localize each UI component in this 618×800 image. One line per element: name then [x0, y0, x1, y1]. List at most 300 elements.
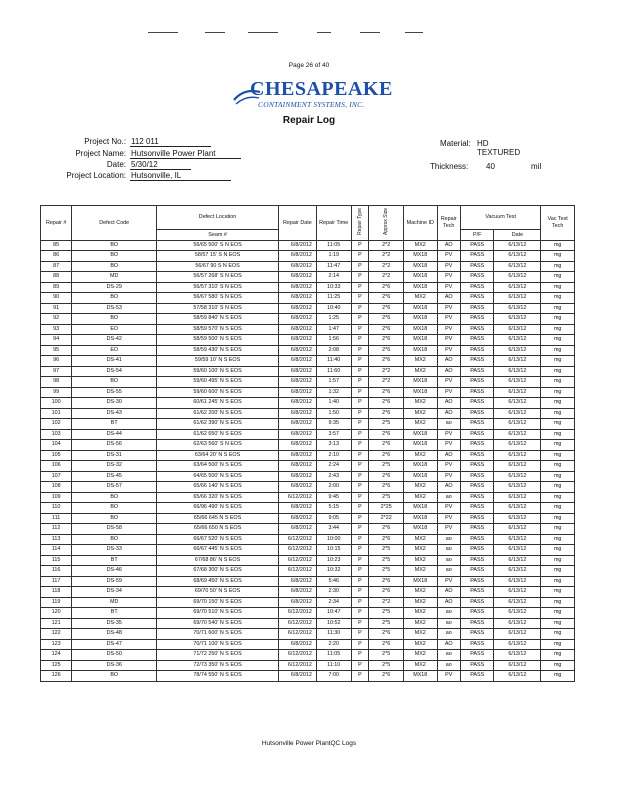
cell-machine-id: MX18: [404, 282, 438, 293]
cell-vac-tech: mg: [541, 377, 575, 388]
cell-machine-id: MX18: [404, 671, 438, 682]
cell-repair-tech: PV: [437, 272, 460, 283]
cell-repair-type: P: [351, 272, 369, 283]
table-row: [41, 303, 575, 314]
cell-repair-date: 6/8/2012: [278, 272, 316, 283]
cell-repair-date: 6/12/2012: [278, 660, 316, 671]
cell-repair-date: 6/12/2012: [278, 618, 316, 629]
cell-machine-id: MX18: [404, 461, 438, 472]
cell-defect-code: DS-34: [72, 587, 157, 598]
cell-repair-date: 6/8/2012: [278, 345, 316, 356]
cell-defect-code: BO: [72, 293, 157, 304]
cell-repair-type: P: [351, 513, 369, 524]
cell-vacuum-result: PASS: [460, 608, 494, 619]
cell-defect-code: DS-35: [72, 618, 157, 629]
cell-repair-date: 6/8/2012: [278, 524, 316, 535]
cell-machine-id: MX18: [404, 303, 438, 314]
cell-defect-code: DS-32: [72, 461, 157, 472]
cell-approx-size: 2*5: [369, 545, 404, 556]
header-machine-id: Machine ID: [404, 206, 438, 241]
thickness-value: 40: [486, 162, 495, 171]
table-row: [41, 534, 575, 545]
cell-defect-location: 66/67 520' N S EOS: [157, 534, 279, 545]
cell-vacuum-date: 6/13/12: [494, 450, 541, 461]
cell-repair-date: 6/8/2012: [278, 429, 316, 440]
table-row: [41, 450, 575, 461]
table-row: [41, 513, 575, 524]
cell-repair-type: P: [351, 671, 369, 682]
table-row: [41, 597, 575, 608]
cell-repair-tech: PV: [437, 503, 460, 514]
cell-machine-id: MX2: [404, 240, 438, 251]
cell-approx-size: 2*25: [369, 503, 404, 514]
cell-approx-size: 2*5: [369, 608, 404, 619]
cell-vacuum-date: 6/13/12: [494, 335, 541, 346]
cell-defect-code: DS-59: [72, 576, 157, 587]
material-label: Material:: [440, 139, 471, 148]
cell-repair-time: 1:32: [316, 387, 351, 398]
cell-approx-size: 2*6: [369, 293, 404, 304]
cell-repair-time: 9:05: [316, 513, 351, 524]
cell-machine-id: MX18: [404, 377, 438, 388]
cell-defect-location: 69/70 150' N S EOS: [157, 597, 279, 608]
table-row: [41, 440, 575, 451]
cell-vacuum-result: PASS: [460, 335, 494, 346]
cell-repair-type: P: [351, 251, 369, 262]
cell-defect-code: DS-46: [72, 566, 157, 577]
header-repair-no: Repair #: [41, 206, 72, 241]
cell-vacuum-result: PASS: [460, 324, 494, 335]
header-pf: P/F: [460, 230, 494, 241]
cell-vacuum-date: 6/13/12: [494, 660, 541, 671]
cell-machine-id: MX18: [404, 513, 438, 524]
cell-repair-tech: PV: [437, 335, 460, 346]
header-repair-time: Repair Time: [316, 206, 351, 241]
cell-repair-no: 93: [41, 324, 72, 335]
cell-vacuum-result: PASS: [460, 419, 494, 430]
header-dash: [405, 32, 423, 33]
cell-defect-code: EO: [72, 324, 157, 335]
cell-repair-tech: AO: [437, 366, 460, 377]
cell-vac-tech: mg: [541, 482, 575, 493]
cell-machine-id: MX2: [404, 639, 438, 650]
cell-vac-tech: mg: [541, 240, 575, 251]
table-row: [41, 555, 575, 566]
cell-machine-id: MX18: [404, 387, 438, 398]
table-row: [41, 650, 575, 661]
cell-defect-code: DS-45: [72, 471, 157, 482]
cell-repair-type: P: [351, 282, 369, 293]
cell-repair-time: 1:47: [316, 324, 351, 335]
cell-approx-size: 2*5: [369, 650, 404, 661]
cell-repair-time: 2:34: [316, 597, 351, 608]
cell-vacuum-date: 6/13/12: [494, 629, 541, 640]
cell-vac-tech: mg: [541, 408, 575, 419]
cell-vac-tech: mg: [541, 314, 575, 325]
table-row: [41, 608, 575, 619]
cell-repair-tech: PV: [437, 576, 460, 587]
cell-repair-time: 10:32: [316, 566, 351, 577]
cell-approx-size: 2*6: [369, 534, 404, 545]
cell-repair-date: 6/8/2012: [278, 597, 316, 608]
cell-repair-type: P: [351, 398, 369, 409]
cell-vac-tech: mg: [541, 503, 575, 514]
cell-machine-id: MX2: [404, 356, 438, 367]
table-row: [41, 482, 575, 493]
cell-repair-type: P: [351, 545, 369, 556]
cell-repair-type: P: [351, 608, 369, 619]
table-row: [41, 251, 575, 262]
cell-repair-tech: AO: [437, 293, 460, 304]
cell-defect-location: 68/69 450' N S EOS: [157, 576, 279, 587]
cell-repair-date: 6/8/2012: [278, 261, 316, 272]
cell-machine-id: MX2: [404, 492, 438, 503]
cell-repair-no: 87: [41, 261, 72, 272]
cell-repair-tech: PV: [437, 261, 460, 272]
cell-repair-tech: PV: [437, 513, 460, 524]
cell-repair-tech: PV: [437, 345, 460, 356]
cell-machine-id: MX18: [404, 524, 438, 535]
cell-approx-size: 2*2: [369, 377, 404, 388]
cell-repair-type: P: [351, 555, 369, 566]
cell-vacuum-date: 6/13/12: [494, 461, 541, 472]
cell-repair-no: 106: [41, 461, 72, 472]
cell-repair-date: 6/8/2012: [278, 240, 316, 251]
cell-defect-location: 67/68 300' N S EOS: [157, 566, 279, 577]
cell-machine-id: MX18: [404, 324, 438, 335]
cell-defect-location: 65/66 320' N S EOS: [157, 492, 279, 503]
cell-machine-id: MX2: [404, 597, 438, 608]
cell-defect-location: 64/65 500' N S EOS: [157, 471, 279, 482]
cell-approx-size: 2*5: [369, 555, 404, 566]
repair-log-table: [40, 205, 575, 682]
cell-vacuum-date: 6/13/12: [494, 513, 541, 524]
cell-machine-id: MX2: [404, 482, 438, 493]
cell-repair-time: 10:15: [316, 545, 351, 556]
cell-approx-size: 2*6: [369, 314, 404, 325]
cell-defect-location: 72/73 350' N S EOS: [157, 660, 279, 671]
cell-repair-date: 6/8/2012: [278, 587, 316, 598]
cell-repair-no: 103: [41, 429, 72, 440]
cell-defect-code: BO: [72, 377, 157, 388]
cell-repair-tech: PV: [437, 303, 460, 314]
cell-repair-type: P: [351, 387, 369, 398]
cell-repair-tech: PV: [437, 461, 460, 472]
cell-repair-no: 102: [41, 419, 72, 430]
table-row: [41, 377, 575, 388]
cell-vacuum-result: PASS: [460, 650, 494, 661]
cell-vac-tech: mg: [541, 398, 575, 409]
header-repair-date: Repair Date: [278, 206, 316, 241]
cell-approx-size: 2*5: [369, 419, 404, 430]
table-row: [41, 461, 575, 472]
cell-repair-type: P: [351, 335, 369, 346]
cell-defect-location: 67/68 86' N S EOS: [157, 555, 279, 566]
cell-repair-type: P: [351, 440, 369, 451]
cell-repair-type: P: [351, 450, 369, 461]
cell-vacuum-result: PASS: [460, 671, 494, 682]
cell-approx-size: 2*6: [369, 398, 404, 409]
project-name-value: Hutsonville Power Plant: [130, 149, 241, 159]
cell-vac-tech: mg: [541, 471, 575, 482]
cell-repair-no: 121: [41, 618, 72, 629]
cell-defect-code: DS-43: [72, 408, 157, 419]
cell-repair-no: 122: [41, 629, 72, 640]
cell-vac-tech: mg: [541, 335, 575, 346]
table-row: [41, 345, 575, 356]
cell-approx-size: 2*2: [369, 366, 404, 377]
cell-repair-date: 6/8/2012: [278, 450, 316, 461]
cell-vac-tech: mg: [541, 387, 575, 398]
cell-repair-time: 3:44: [316, 524, 351, 535]
cell-repair-no: 108: [41, 482, 72, 493]
cell-defect-location: 58/59 500' N S EOS: [157, 335, 279, 346]
cell-defect-code: DS-44: [72, 429, 157, 440]
cell-vac-tech: mg: [541, 492, 575, 503]
cell-repair-time: 2:24: [316, 461, 351, 472]
cell-approx-size: 2*6: [369, 482, 404, 493]
cell-machine-id: MX2: [404, 555, 438, 566]
cell-repair-no: 112: [41, 524, 72, 535]
cell-defect-code: DS-55: [72, 387, 157, 398]
cell-vacuum-result: PASS: [460, 387, 494, 398]
document-title: Repair Log: [282, 115, 336, 126]
cell-repair-tech: PV: [437, 671, 460, 682]
cell-defect-code: DS-47: [72, 639, 157, 650]
cell-vacuum-date: 6/13/12: [494, 545, 541, 556]
project-no-value: 112 011: [130, 137, 211, 147]
cell-vacuum-date: 6/13/12: [494, 398, 541, 409]
cell-vac-tech: mg: [541, 545, 575, 556]
date-value: 5/30/12: [130, 160, 191, 170]
cell-vac-tech: mg: [541, 293, 575, 304]
cell-repair-time: 11:25: [316, 293, 351, 304]
cell-repair-time: 2:43: [316, 471, 351, 482]
cell-repair-time: 10:33: [316, 282, 351, 293]
cell-defect-code: BO: [72, 240, 157, 251]
cell-repair-tech: AO: [437, 639, 460, 650]
table-row: [41, 282, 575, 293]
cell-repair-type: P: [351, 461, 369, 472]
cell-defect-code: DS-42: [72, 335, 157, 346]
cell-approx-size: 2*6: [369, 429, 404, 440]
cell-repair-type: P: [351, 650, 369, 661]
header-repair-type: Repair Type: [351, 206, 369, 241]
cell-defect-location: 63/64 20' N S EOS: [157, 450, 279, 461]
cell-defect-code: BO: [72, 261, 157, 272]
cell-approx-size: 2*6: [369, 671, 404, 682]
cell-approx-size: 2*6: [369, 639, 404, 650]
cell-vac-tech: mg: [541, 555, 575, 566]
cell-vacuum-result: PASS: [460, 440, 494, 451]
cell-approx-size: 2*2: [369, 272, 404, 283]
cell-vacuum-date: 6/13/12: [494, 366, 541, 377]
cell-approx-size: 2*6: [369, 471, 404, 482]
header-dash: [317, 32, 331, 33]
cell-repair-date: 6/8/2012: [278, 408, 316, 419]
cell-defect-code: EO: [72, 345, 157, 356]
cell-vac-tech: mg: [541, 513, 575, 524]
cell-vacuum-date: 6/13/12: [494, 482, 541, 493]
cell-repair-date: 6/8/2012: [278, 671, 316, 682]
cell-vacuum-date: 6/13/12: [494, 524, 541, 535]
cell-approx-size: 2*6: [369, 524, 404, 535]
cell-repair-time: 1:19: [316, 251, 351, 262]
cell-repair-time: 11:10: [316, 660, 351, 671]
cell-vacuum-result: PASS: [460, 513, 494, 524]
table-row: [41, 618, 575, 629]
table-row: [41, 587, 575, 598]
cell-repair-date: 6/8/2012: [278, 398, 316, 409]
cell-repair-time: 2:14: [316, 272, 351, 283]
cell-repair-type: P: [351, 293, 369, 304]
cell-repair-time: 9:35: [316, 419, 351, 430]
cell-vacuum-date: 6/13/12: [494, 639, 541, 650]
cell-vacuum-result: PASS: [460, 492, 494, 503]
table-row: [41, 240, 575, 251]
cell-vacuum-date: 6/13/12: [494, 419, 541, 430]
cell-approx-size: 2*6: [369, 440, 404, 451]
cell-repair-type: P: [351, 639, 369, 650]
cell-vacuum-result: PASS: [460, 587, 494, 598]
table-row: [41, 293, 575, 304]
cell-defect-location: 62/63 560' S N EOS: [157, 440, 279, 451]
cell-repair-tech: ao: [437, 534, 460, 545]
location-label: Project Location:: [66, 171, 126, 180]
cell-defect-code: DS-30: [72, 398, 157, 409]
cell-machine-id: MX18: [404, 335, 438, 346]
cell-repair-no: 123: [41, 639, 72, 650]
cell-repair-tech: AO: [437, 398, 460, 409]
cell-defect-location: 70/71 600' N S EOS: [157, 629, 279, 640]
cell-defect-code: DS-29: [72, 282, 157, 293]
cell-repair-time: 10:47: [316, 608, 351, 619]
cell-approx-size: 2*6: [369, 387, 404, 398]
cell-vacuum-result: PASS: [460, 639, 494, 650]
header-seam: Seam #: [157, 230, 279, 241]
cell-vacuum-date: 6/13/12: [494, 272, 541, 283]
cell-vac-tech: mg: [541, 251, 575, 262]
cell-repair-time: 5:46: [316, 576, 351, 587]
cell-vacuum-date: 6/13/12: [494, 555, 541, 566]
project-no-label: Project No.:: [84, 137, 126, 146]
cell-repair-time: 7:00: [316, 671, 351, 682]
cell-machine-id: MX18: [404, 429, 438, 440]
cell-repair-date: 6/8/2012: [278, 324, 316, 335]
cell-vacuum-result: PASS: [460, 366, 494, 377]
cell-repair-tech: AO: [437, 597, 460, 608]
cell-vac-tech: mg: [541, 366, 575, 377]
cell-approx-size: 2*2: [369, 597, 404, 608]
cell-machine-id: MX2: [404, 366, 438, 377]
cell-vacuum-date: 6/13/12: [494, 251, 541, 262]
cell-machine-id: MX2: [404, 408, 438, 419]
cell-vacuum-result: PASS: [460, 429, 494, 440]
cell-repair-type: P: [351, 419, 369, 430]
cell-defect-location: 69/70 50' N S EOS: [157, 587, 279, 598]
cell-vacuum-date: 6/13/12: [494, 471, 541, 482]
cell-repair-tech: ao: [437, 629, 460, 640]
cell-repair-type: P: [351, 482, 369, 493]
table-row: [41, 492, 575, 503]
cell-vacuum-date: 6/13/12: [494, 240, 541, 251]
cell-repair-no: 114: [41, 545, 72, 556]
table-row: [41, 629, 575, 640]
cell-defect-location: 71/72 250' N S EOS: [157, 650, 279, 661]
logo-tagline: CONTAINMENT SYSTEMS, INC.: [258, 100, 365, 109]
cell-repair-date: 6/8/2012: [278, 639, 316, 650]
cell-defect-location: 61/62 200' N S EOS: [157, 408, 279, 419]
cell-repair-tech: AO: [437, 408, 460, 419]
cell-vacuum-result: PASS: [460, 251, 494, 262]
cell-repair-time: 5:15: [316, 503, 351, 514]
cell-vacuum-date: 6/13/12: [494, 387, 541, 398]
cell-defect-location: 58/59 430' N S EOS: [157, 345, 279, 356]
table-row: [41, 272, 575, 283]
cell-defect-location: 59/60 495' N S EOS: [157, 377, 279, 388]
cell-repair-tech: AO: [437, 356, 460, 367]
cell-repair-type: P: [351, 629, 369, 640]
cell-repair-time: 9:45: [316, 492, 351, 503]
cell-defect-code: DS-54: [72, 366, 157, 377]
cell-repair-date: 6/12/2012: [278, 534, 316, 545]
cell-vacuum-date: 6/13/12: [494, 314, 541, 325]
cell-repair-tech: ao: [437, 650, 460, 661]
cell-vacuum-date: 6/13/12: [494, 503, 541, 514]
cell-repair-no: 117: [41, 576, 72, 587]
cell-repair-tech: ao: [437, 660, 460, 671]
cell-repair-date: 6/8/2012: [278, 440, 316, 451]
cell-vac-tech: mg: [541, 324, 575, 335]
cell-machine-id: MX2: [404, 587, 438, 598]
cell-defect-code: BO: [72, 513, 157, 524]
cell-repair-no: 126: [41, 671, 72, 682]
cell-vacuum-date: 6/13/12: [494, 356, 541, 367]
cell-repair-time: 1:40: [316, 398, 351, 409]
cell-repair-time: 2:30: [316, 587, 351, 598]
cell-machine-id: MX2: [404, 545, 438, 556]
cell-repair-tech: AO: [437, 482, 460, 493]
cell-repair-no: 116: [41, 566, 72, 577]
cell-defect-location: 63/64 500' N S EOS: [157, 461, 279, 472]
cell-vacuum-date: 6/13/12: [494, 377, 541, 388]
table-row: [41, 419, 575, 430]
cell-vac-tech: mg: [541, 566, 575, 577]
cell-repair-date: 6/8/2012: [278, 282, 316, 293]
cell-repair-no: 89: [41, 282, 72, 293]
cell-defect-code: BO: [72, 314, 157, 325]
cell-repair-tech: PV: [437, 440, 460, 451]
cell-vacuum-date: 6/13/12: [494, 303, 541, 314]
cell-vacuum-result: PASS: [460, 618, 494, 629]
cell-repair-tech: AO: [437, 240, 460, 251]
cell-repair-no: 110: [41, 503, 72, 514]
cell-vacuum-result: PASS: [460, 240, 494, 251]
cell-repair-no: 124: [41, 650, 72, 661]
cell-repair-date: 6/8/2012: [278, 335, 316, 346]
cell-vacuum-date: 6/13/12: [494, 345, 541, 356]
table-row: [41, 471, 575, 482]
cell-vacuum-date: 6/13/12: [494, 429, 541, 440]
cell-vac-tech: mg: [541, 576, 575, 587]
cell-repair-tech: PV: [437, 377, 460, 388]
cell-machine-id: MX18: [404, 251, 438, 262]
cell-machine-id: MX2: [404, 450, 438, 461]
table-row: [41, 660, 575, 671]
thickness-unit: mil: [531, 162, 542, 171]
cell-repair-date: 6/12/2012: [278, 650, 316, 661]
cell-repair-tech: AO: [437, 450, 460, 461]
